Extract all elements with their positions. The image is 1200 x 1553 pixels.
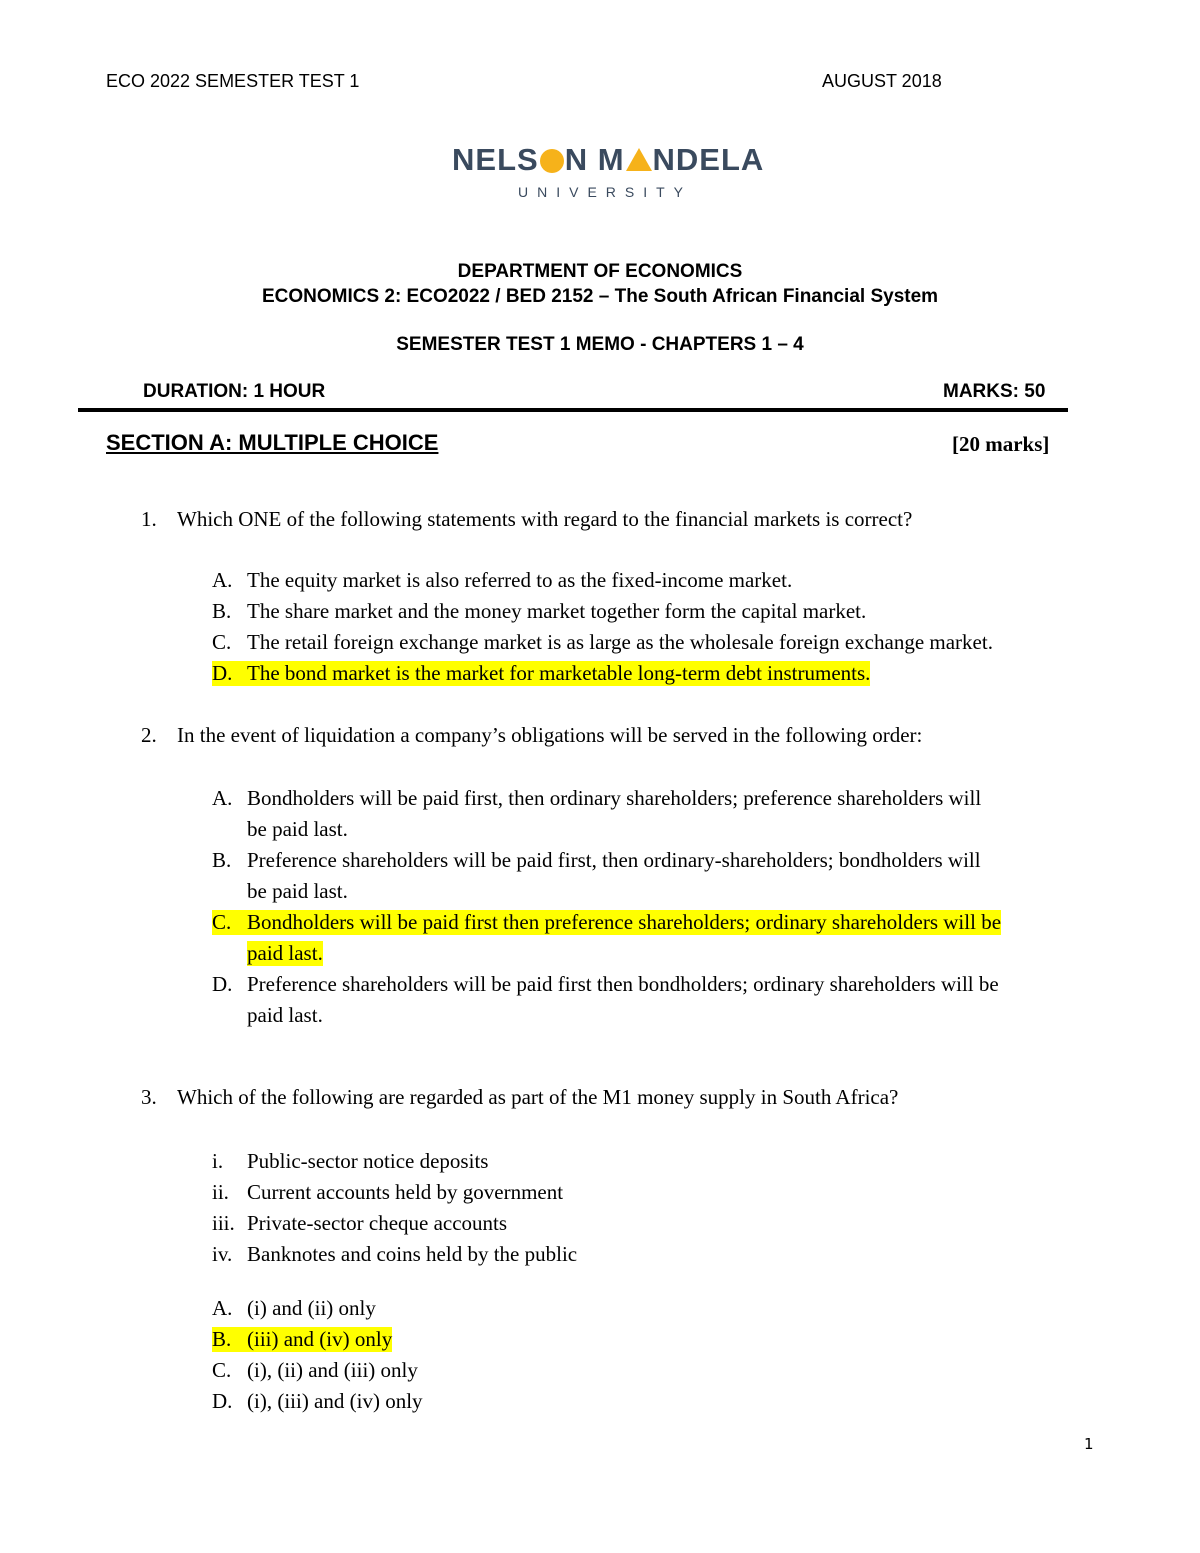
logo-wordmark: NELS N M NDELA — [452, 142, 765, 177]
course-title: ECONOMICS 2: ECO2022 / BED 2152 – The South African Financial System — [261, 286, 939, 307]
option-letter: B. — [212, 848, 232, 872]
option-text: Preference shareholders will be paid first, then ordinary-shareholders; bondholders will — [247, 848, 981, 872]
option-letter: C. — [212, 1358, 232, 1382]
memo-title: SEMESTER TEST 1 MEMO - CHAPTERS 1 – 4 — [396, 334, 804, 355]
option-text-correct: (iii) and (iv) only — [247, 1327, 393, 1351]
option-text: The share market and the money market together form the capital market. — [247, 599, 867, 623]
marks-label: MARKS: 50 — [943, 381, 1046, 402]
question-text: In the event of liquidation a company’s obligations will be served in the following order: — [177, 723, 923, 747]
list-numeral: ii. — [212, 1180, 229, 1204]
option-text: The equity market is also referred to as the fixed-income market. — [247, 568, 793, 592]
option-text-cont: be paid last. — [247, 817, 348, 841]
option-text: The retail foreign exchange market is as large as the wholesale foreign exchange market. — [247, 630, 993, 654]
page-number: 1 — [1084, 1435, 1094, 1453]
sun-dot-icon — [540, 149, 564, 173]
university-logo — [452, 142, 765, 212]
option-text: (i), (iii) and (iv) only — [247, 1389, 423, 1413]
list-item-text: Private-sector cheque accounts — [247, 1211, 508, 1235]
question-number: 3. — [141, 1085, 157, 1109]
list-numeral: iii. — [212, 1211, 235, 1235]
option-letter: D. — [212, 1389, 233, 1413]
option-text-correct: Bondholders will be paid first then preference shareholders; ordinary shareholders will be — [247, 910, 1002, 934]
option-letter: A. — [212, 786, 233, 810]
triangle-icon — [626, 148, 652, 171]
option-letter-correct: B. — [212, 1327, 247, 1352]
question-text: Which ONE of the following statements with regard to the financial markets is correct? — [177, 507, 913, 531]
section-marks: [20 marks] — [952, 432, 1050, 456]
header-right: AUGUST 2018 — [822, 71, 942, 91]
question-number: 1. — [141, 507, 157, 531]
question-text: Which of the following are regarded as part of the M1 money supply in South Africa? — [177, 1085, 899, 1109]
option-text-cont: paid last. — [247, 1003, 323, 1027]
department-title: DEPARTMENT OF ECONOMICS — [457, 261, 743, 282]
list-item-text: Banknotes and coins held by the public — [247, 1242, 578, 1266]
header-left: ECO 2022 SEMESTER TEST 1 — [106, 71, 360, 91]
option-letter: D. — [212, 972, 233, 996]
option-letter: A. — [212, 568, 233, 592]
section-title: SECTION A: MULTIPLE CHOICE — [106, 430, 439, 455]
option-text: Bondholders will be paid first, then ordinary shareholders; preference shareholders will — [247, 786, 982, 810]
question-number: 2. — [141, 723, 157, 747]
option-text-correct: The bond market is the market for marketable long-term debt instruments. — [247, 661, 871, 685]
option-letter: A. — [212, 1296, 233, 1320]
option-letter: C. — [212, 630, 232, 654]
option-text-cont: be paid last. — [247, 879, 348, 903]
list-numeral: i. — [212, 1149, 224, 1173]
duration-label: DURATION: 1 HOUR — [143, 381, 326, 402]
header-divider — [78, 408, 1068, 412]
list-item-text: Current accounts held by government — [247, 1180, 564, 1204]
list-numeral: iv. — [212, 1242, 233, 1266]
option-text-correct-cont: paid last. — [247, 941, 323, 965]
logo-subtitle: UNIVERSITY — [518, 184, 693, 200]
option-text: (i) and (ii) only — [247, 1296, 376, 1320]
option-text: (i), (ii) and (iii) only — [247, 1358, 418, 1382]
option-letter: B. — [212, 599, 232, 623]
option-letter-correct: D. — [212, 661, 247, 686]
option-letter-correct: C. — [212, 910, 247, 935]
option-text: Preference shareholders will be paid first then bondholders; ordinary shareholders will be — [247, 972, 999, 996]
list-item-text: Public-sector notice deposits — [247, 1149, 489, 1173]
